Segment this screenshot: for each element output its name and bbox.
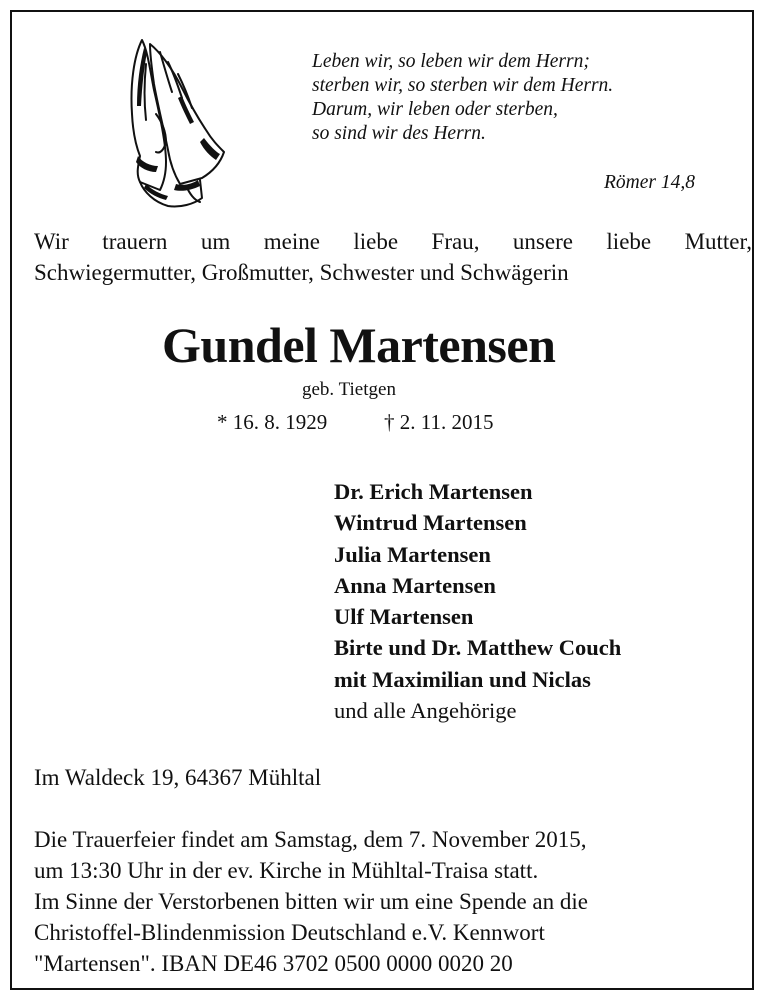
details-line: Christoffel-Blindenmission Deutschland e.V. Kennwort [34,920,545,945]
intro-line: Schwiegermutter, Großmutter, Schwester und Schwägerin [34,260,569,285]
mourner-name: Wintrud Martensen [334,510,527,536]
maiden-name: geb. Tietgen [302,379,396,400]
verse-line: so sind wir des Herrn. [312,123,486,144]
mourner-name: Ulf Martensen [334,604,474,630]
obituary-notice [10,10,754,990]
verse-line: Darum, wir leben oder sterben, [312,99,558,120]
mourner-name: Dr. Erich Martensen [334,479,533,504]
details-line: um 13:30 Uhr in der ev. Kirche in Mühltal-Traisa statt. [34,858,539,883]
verse-line: sterben wir, so sterben wir dem Herrn. [312,75,614,96]
verse-reference: Römer 14,8 [604,172,695,193]
mourning-intro [34,226,752,288]
intro-line: Wir trauern um meine liebe Frau, unsere liebe Mutter, [34,229,752,254]
verse-line: Leben wir, so leben wir dem Herrn; [312,51,590,72]
mourners-list [334,476,621,726]
mourner-name: mit Maximilian und Niclas [334,666,591,692]
details-line: "Martensen". IBAN DE46 3702 0500 0000 0020 20 [34,951,513,976]
mourners-closing: und alle Angehörige [334,698,517,724]
mourner-name: Birte und Dr. Matthew Couch [334,635,622,661]
birth-date: * 16. 8. 1929 [217,410,328,434]
death-date: † 2. 11. 2015 [384,410,494,434]
mourner-name: Julia Martensen [334,541,491,567]
bible-verse [312,50,732,146]
praying-hands-icon [120,34,230,210]
mourner-name: Anna Martensen [334,572,496,598]
details-line: Die Trauerfeier findet am Samstag, dem 7. November 2015, [34,827,587,852]
family-address: Im Waldeck 19, 64367 Mühltal [34,765,322,790]
deceased-name: Gundel Martensen [162,317,556,373]
funeral-details [34,824,588,979]
details-line: Im Sinne der Verstorbenen bitten wir um eine Spende an die [34,889,588,914]
